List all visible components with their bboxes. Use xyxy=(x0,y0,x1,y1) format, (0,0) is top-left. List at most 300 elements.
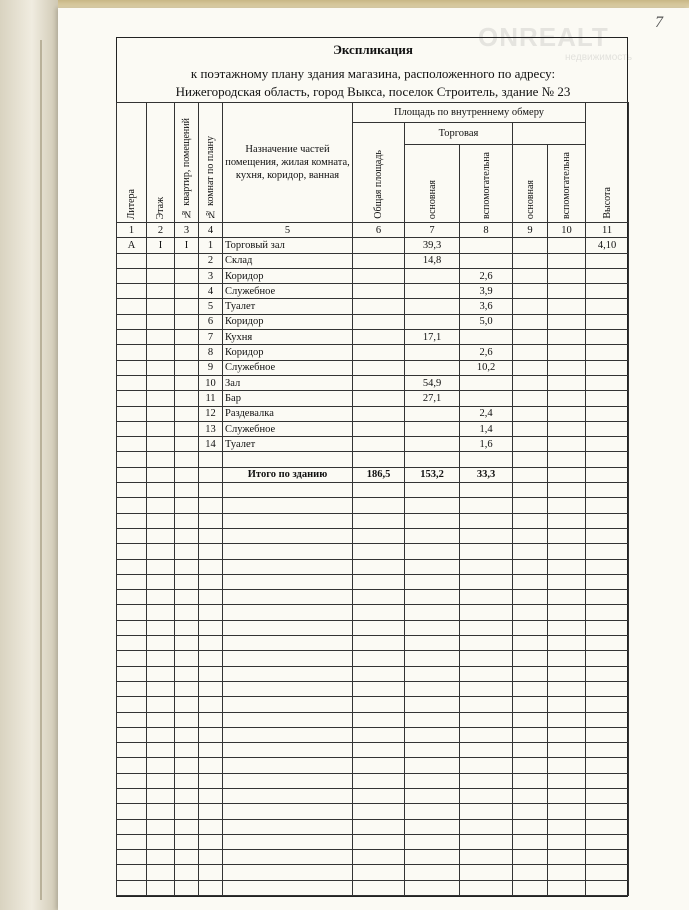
cell-empty xyxy=(175,666,199,681)
cell-no: 12 xyxy=(199,406,223,421)
cell-osn xyxy=(405,421,460,436)
cell-empty xyxy=(175,788,199,803)
cell-name: Зал xyxy=(223,375,353,390)
cell-empty xyxy=(460,773,513,788)
cell-empty xyxy=(548,636,586,651)
cell-empty xyxy=(117,727,147,742)
cell-empty xyxy=(513,712,548,727)
cell-vsp2 xyxy=(548,375,586,390)
cell-litera xyxy=(117,391,147,406)
empty-row xyxy=(117,758,629,773)
cell-empty xyxy=(117,681,147,696)
cell-empty xyxy=(405,636,460,651)
cell-empty xyxy=(175,498,199,513)
cell-empty xyxy=(513,452,548,467)
cell-empty xyxy=(405,498,460,513)
empty-row xyxy=(117,697,629,712)
cell-empty xyxy=(548,712,586,727)
cell-etazh: I xyxy=(147,238,175,253)
cell-empty xyxy=(175,834,199,849)
cell-vsp2 xyxy=(548,437,586,452)
cell-litera: А xyxy=(117,238,147,253)
cell-empty xyxy=(548,620,586,635)
cell-empty xyxy=(147,620,175,635)
cell-empty xyxy=(199,681,223,696)
cell-empty xyxy=(586,483,629,498)
cell-empty xyxy=(586,865,629,880)
cell-empty xyxy=(147,452,175,467)
cell-empty xyxy=(223,819,353,834)
empty-row xyxy=(117,880,629,895)
cell-kv xyxy=(175,284,199,299)
cell-etazh xyxy=(147,314,175,329)
cell-h xyxy=(586,391,629,406)
cell-empty xyxy=(405,804,460,819)
cell-vsp xyxy=(460,253,513,268)
cell-vsp: 5,0 xyxy=(460,314,513,329)
cell-kv xyxy=(175,330,199,345)
cell-empty xyxy=(548,666,586,681)
cell-vsp2 xyxy=(548,360,586,375)
cell-obsh xyxy=(353,253,405,268)
cell-empty xyxy=(353,559,405,574)
cell-osn xyxy=(405,268,460,283)
cell-empty xyxy=(147,513,175,528)
cell-empty xyxy=(147,788,175,803)
cell-empty xyxy=(548,743,586,758)
cell-empty xyxy=(460,727,513,742)
cell-no: 11 xyxy=(199,391,223,406)
empty-row xyxy=(117,651,629,666)
empty-row xyxy=(117,620,629,635)
cell-kv xyxy=(175,299,199,314)
page-number: 7 xyxy=(655,14,663,31)
cell-vsp xyxy=(460,391,513,406)
cell-empty xyxy=(147,605,175,620)
empty-row xyxy=(117,773,629,788)
cell-name: Раздевалка xyxy=(223,406,353,421)
cell-empty xyxy=(353,666,405,681)
cell-h xyxy=(586,421,629,436)
cell-empty xyxy=(147,544,175,559)
cell-osn2 xyxy=(513,314,548,329)
cell-empty xyxy=(353,788,405,803)
cell-osn2 xyxy=(513,360,548,375)
cell-empty xyxy=(175,819,199,834)
cell-empty xyxy=(223,773,353,788)
cell-h xyxy=(586,253,629,268)
cell-empty xyxy=(147,758,175,773)
cell-empty xyxy=(223,605,353,620)
header-empty-group xyxy=(513,123,586,145)
cell-empty xyxy=(353,574,405,589)
cell-no: 13 xyxy=(199,421,223,436)
cell-empty xyxy=(513,804,548,819)
cell-empty xyxy=(223,483,353,498)
cell-osn xyxy=(405,406,460,421)
cell-empty xyxy=(199,605,223,620)
cell-empty xyxy=(175,681,199,696)
cell-empty xyxy=(199,559,223,574)
cell-empty xyxy=(223,620,353,635)
cell-empty xyxy=(548,498,586,513)
cell-vsp2 xyxy=(548,284,586,299)
cell-empty xyxy=(513,574,548,589)
cell-empty xyxy=(513,758,548,773)
empty-row xyxy=(117,666,629,681)
header-litera: Литера xyxy=(117,103,147,223)
cell-empty xyxy=(353,834,405,849)
cell-litera xyxy=(117,375,147,390)
cell-empty xyxy=(586,498,629,513)
cell-empty xyxy=(405,544,460,559)
cell-h xyxy=(586,299,629,314)
cell-empty xyxy=(175,605,199,620)
cell-h xyxy=(586,375,629,390)
cell-kv xyxy=(175,375,199,390)
cell-empty xyxy=(199,743,223,758)
cell-no: 8 xyxy=(199,345,223,360)
cell-name: Коридор xyxy=(223,314,353,329)
cell-empty xyxy=(513,559,548,574)
cell-empty xyxy=(586,467,629,482)
cell-empty xyxy=(223,804,353,819)
cell-empty xyxy=(175,880,199,895)
cell-empty xyxy=(175,850,199,865)
cell-empty xyxy=(223,865,353,880)
cell-empty xyxy=(548,880,586,895)
cell-no: 9 xyxy=(199,360,223,375)
total-label: Итого по зданию xyxy=(223,467,353,482)
cell-empty xyxy=(586,590,629,605)
cell-empty xyxy=(513,636,548,651)
cell-empty xyxy=(117,758,147,773)
cell-empty xyxy=(513,620,548,635)
cell-empty xyxy=(175,590,199,605)
cell-empty xyxy=(460,865,513,880)
cell-empty xyxy=(405,452,460,467)
cell-empty xyxy=(117,834,147,849)
cell-empty xyxy=(175,697,199,712)
cell-litera xyxy=(117,299,147,314)
cell-name: Служебное xyxy=(223,360,353,375)
cell-empty xyxy=(548,452,586,467)
cell-name: Бар xyxy=(223,391,353,406)
cell-empty xyxy=(513,865,548,880)
cell-empty xyxy=(199,880,223,895)
cell-empty xyxy=(586,528,629,543)
cell-empty xyxy=(460,559,513,574)
cell-empty xyxy=(147,773,175,788)
cell-osn2 xyxy=(513,437,548,452)
cell-osn2 xyxy=(513,375,548,390)
cell-obsh xyxy=(353,299,405,314)
cell-empty xyxy=(147,697,175,712)
table-row xyxy=(117,452,629,467)
cell-empty xyxy=(548,865,586,880)
total-osnovnaya: 153,2 xyxy=(405,467,460,482)
table-row xyxy=(117,314,629,329)
cell-empty xyxy=(117,773,147,788)
empty-row xyxy=(117,544,629,559)
cell-empty xyxy=(117,605,147,620)
cell-empty xyxy=(117,865,147,880)
cell-empty xyxy=(548,850,586,865)
cell-empty xyxy=(353,498,405,513)
cell-etazh xyxy=(147,437,175,452)
empty-row xyxy=(117,819,629,834)
cell-empty xyxy=(548,528,586,543)
total-row xyxy=(117,467,629,482)
cell-empty xyxy=(147,743,175,758)
cell-empty xyxy=(405,513,460,528)
table-row xyxy=(117,345,629,360)
cell-empty xyxy=(199,697,223,712)
total-obshaya: 186,5 xyxy=(353,467,405,482)
col-num: 5 xyxy=(223,223,353,238)
cell-osn xyxy=(405,284,460,299)
cell-kv xyxy=(175,421,199,436)
table-row xyxy=(117,299,629,314)
col-num: 7 xyxy=(405,223,460,238)
cell-empty xyxy=(199,834,223,849)
cell-kv xyxy=(175,437,199,452)
cell-osn: 39,3 xyxy=(405,238,460,253)
cell-litera xyxy=(117,284,147,299)
cell-empty xyxy=(460,590,513,605)
cell-empty xyxy=(548,605,586,620)
cell-osn xyxy=(405,360,460,375)
cell-empty xyxy=(147,727,175,742)
cell-empty xyxy=(405,788,460,803)
cell-obsh xyxy=(353,437,405,452)
cell-empty xyxy=(548,727,586,742)
cell-empty xyxy=(353,773,405,788)
cell-empty xyxy=(223,788,353,803)
cell-vsp2 xyxy=(548,330,586,345)
cell-empty xyxy=(353,865,405,880)
cell-empty xyxy=(223,544,353,559)
cell-empty xyxy=(147,880,175,895)
cell-empty xyxy=(460,498,513,513)
cell-empty xyxy=(223,834,353,849)
cell-empty xyxy=(460,804,513,819)
cell-litera xyxy=(117,253,147,268)
cell-empty xyxy=(586,758,629,773)
cell-name: Служебное xyxy=(223,421,353,436)
cell-empty xyxy=(147,834,175,849)
empty-row xyxy=(117,681,629,696)
cell-empty xyxy=(513,498,548,513)
cell-empty xyxy=(586,788,629,803)
document-address: Нижегородская область, город Выкса, поселок Строитель, здание № 23 xyxy=(175,84,571,99)
table-row xyxy=(117,437,629,452)
cell-empty xyxy=(353,636,405,651)
cell-empty xyxy=(199,528,223,543)
cell-empty xyxy=(147,483,175,498)
cell-empty xyxy=(353,452,405,467)
cell-empty xyxy=(586,666,629,681)
cell-osn2 xyxy=(513,268,548,283)
cell-empty xyxy=(460,850,513,865)
cell-vsp2 xyxy=(548,268,586,283)
cell-litera xyxy=(117,360,147,375)
cell-osn2 xyxy=(513,406,548,421)
cell-name: Торговый зал xyxy=(223,238,353,253)
cell-name: Туалет xyxy=(223,299,353,314)
cell-empty xyxy=(223,712,353,727)
cell-empty xyxy=(460,452,513,467)
cell-empty xyxy=(175,513,199,528)
cell-empty xyxy=(548,467,586,482)
cell-empty xyxy=(586,559,629,574)
cell-empty xyxy=(199,773,223,788)
cell-empty xyxy=(175,574,199,589)
cell-empty xyxy=(586,574,629,589)
cell-empty xyxy=(548,651,586,666)
cell-vsp: 2,6 xyxy=(460,268,513,283)
cell-empty xyxy=(586,880,629,895)
header-etazh: Этаж xyxy=(147,103,175,223)
cell-empty xyxy=(199,788,223,803)
cell-empty xyxy=(460,636,513,651)
cell-empty xyxy=(147,712,175,727)
cell-empty xyxy=(175,636,199,651)
table-row xyxy=(117,238,629,253)
cell-empty xyxy=(175,865,199,880)
cell-vsp xyxy=(460,375,513,390)
cell-empty xyxy=(223,697,353,712)
cell-empty xyxy=(175,773,199,788)
cell-empty xyxy=(513,467,548,482)
empty-row xyxy=(117,605,629,620)
cell-empty xyxy=(147,498,175,513)
cell-empty xyxy=(223,727,353,742)
cell-empty xyxy=(175,743,199,758)
cell-no: 14 xyxy=(199,437,223,452)
cell-no: 2 xyxy=(199,253,223,268)
cell-empty xyxy=(513,528,548,543)
cell-empty xyxy=(117,880,147,895)
cell-empty xyxy=(586,697,629,712)
cell-empty xyxy=(175,727,199,742)
header-vysota: Высота xyxy=(586,103,629,223)
cell-empty xyxy=(460,758,513,773)
cell-empty xyxy=(223,681,353,696)
cell-empty xyxy=(175,544,199,559)
cell-empty xyxy=(199,620,223,635)
cell-empty xyxy=(460,620,513,635)
cell-empty xyxy=(117,788,147,803)
cell-empty xyxy=(199,666,223,681)
cell-h xyxy=(586,406,629,421)
cell-vsp: 1,4 xyxy=(460,421,513,436)
explication-table xyxy=(116,102,629,896)
cell-empty xyxy=(548,773,586,788)
cell-vsp: 1,6 xyxy=(460,437,513,452)
cell-obsh xyxy=(353,360,405,375)
cell-empty xyxy=(117,528,147,543)
cell-name: Коридор xyxy=(223,345,353,360)
cell-etazh xyxy=(147,421,175,436)
table-row xyxy=(117,406,629,421)
cell-litera xyxy=(117,330,147,345)
cell-empty xyxy=(460,880,513,895)
cell-empty xyxy=(147,528,175,543)
cell-empty xyxy=(147,590,175,605)
header-obshaya: Общая площадь xyxy=(353,123,405,223)
cell-osn xyxy=(405,437,460,452)
cell-empty xyxy=(513,834,548,849)
empty-row xyxy=(117,483,629,498)
cell-h xyxy=(586,284,629,299)
empty-row xyxy=(117,865,629,880)
cell-kv xyxy=(175,345,199,360)
cell-empty xyxy=(199,804,223,819)
header-vspomogatelnaya: вспомогательна xyxy=(460,145,513,223)
cell-empty xyxy=(405,727,460,742)
cell-empty xyxy=(586,452,629,467)
cell-vsp2 xyxy=(548,406,586,421)
cell-etazh xyxy=(147,375,175,390)
cell-empty xyxy=(586,620,629,635)
cell-empty xyxy=(405,880,460,895)
cell-empty xyxy=(353,880,405,895)
cell-empty xyxy=(405,773,460,788)
table-row xyxy=(117,360,629,375)
cell-empty xyxy=(586,605,629,620)
cell-kv xyxy=(175,314,199,329)
cell-empty xyxy=(223,850,353,865)
cell-osn xyxy=(405,314,460,329)
cell-empty xyxy=(586,773,629,788)
cell-etazh xyxy=(147,330,175,345)
cell-vsp2 xyxy=(548,238,586,253)
cell-vsp2 xyxy=(548,299,586,314)
cell-empty xyxy=(117,452,147,467)
cell-empty xyxy=(460,605,513,620)
col-num: 11 xyxy=(586,223,629,238)
cell-name: Служебное xyxy=(223,284,353,299)
cell-obsh xyxy=(353,314,405,329)
empty-row xyxy=(117,590,629,605)
cell-empty xyxy=(199,574,223,589)
cell-empty xyxy=(117,467,147,482)
cell-empty xyxy=(405,834,460,849)
cell-empty xyxy=(513,681,548,696)
cell-h xyxy=(586,314,629,329)
cell-empty xyxy=(405,865,460,880)
header-osnovnaya: основная xyxy=(405,145,460,223)
cell-empty xyxy=(513,788,548,803)
cell-empty xyxy=(175,804,199,819)
cell-empty xyxy=(548,681,586,696)
cell-etazh xyxy=(147,268,175,283)
cell-empty xyxy=(405,697,460,712)
table-row xyxy=(117,268,629,283)
cell-empty xyxy=(460,743,513,758)
cell-empty xyxy=(460,574,513,589)
cell-empty xyxy=(513,513,548,528)
col-num: 10 xyxy=(548,223,586,238)
cell-empty xyxy=(353,850,405,865)
cell-empty xyxy=(199,452,223,467)
table-row xyxy=(117,375,629,390)
col-num: 2 xyxy=(147,223,175,238)
cell-empty xyxy=(223,880,353,895)
cell-empty xyxy=(223,590,353,605)
cell-empty xyxy=(353,620,405,635)
